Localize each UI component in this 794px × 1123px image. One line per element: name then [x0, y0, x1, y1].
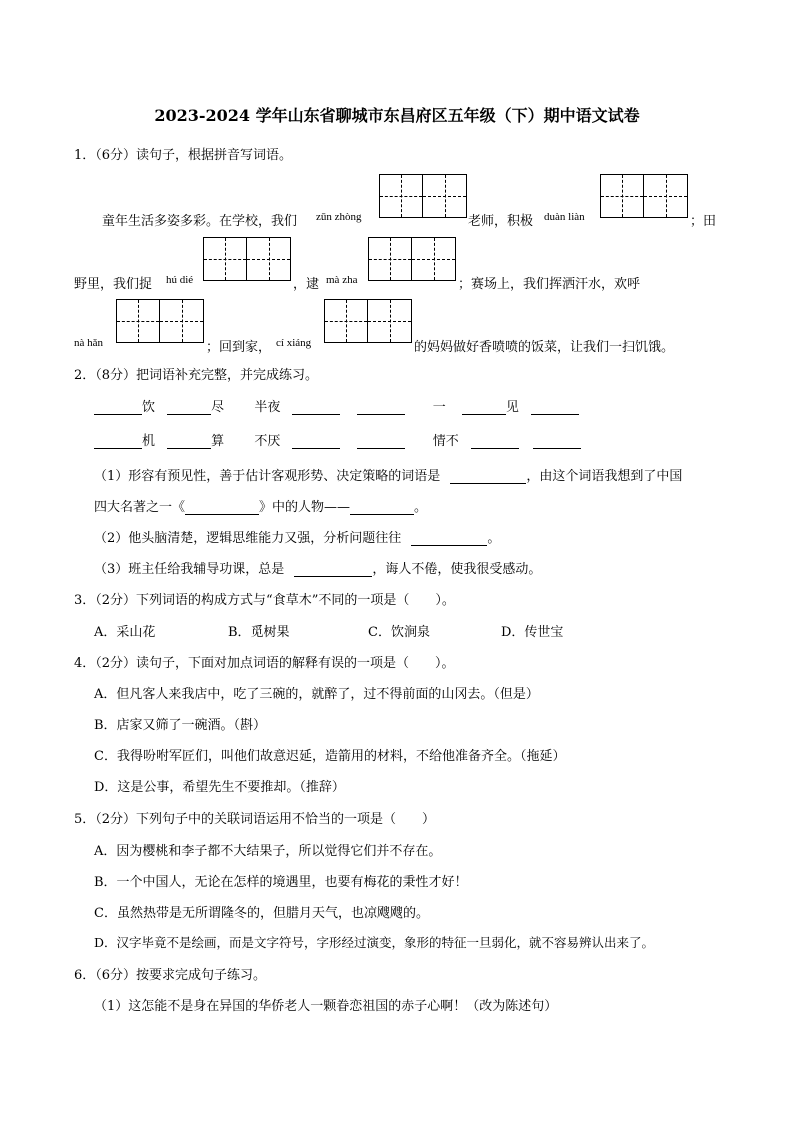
question-6-heading: 6．（6分）按要求完成句子练习。 — [74, 968, 267, 983]
blank[interactable] — [462, 400, 506, 415]
tianzige-cell[interactable] — [117, 300, 160, 342]
q6-sub1: （1）这怎能不是身在异国的华侨老人一颗眷恋祖国的赤子心啊！（改为陈述句） — [94, 999, 558, 1014]
q2-sub3-text: （3）班主任给我辅导功课，总是 — [94, 562, 285, 577]
tianzige-cell[interactable] — [412, 238, 455, 280]
pinyin-mazha: mà zha — [326, 274, 358, 286]
word-char: 尽 — [211, 400, 225, 415]
blank[interactable] — [185, 500, 259, 515]
tianzige-box-3[interactable] — [203, 237, 291, 281]
blank[interactable] — [533, 434, 581, 449]
blank[interactable] — [357, 400, 405, 415]
q2-sub1-line1 — [94, 465, 682, 484]
tianzige-cell[interactable] — [380, 175, 423, 217]
q2-sub1-text: （1）形容有预见性，善于估计客观形势、决定策略的词语是 — [94, 469, 441, 484]
question-1-heading: 1．（6分）读句子，根据拼音写词语。 — [74, 148, 293, 163]
q2-row1 — [94, 396, 579, 415]
q5-option-d[interactable]: D．汉字毕竟不是绘画，而是文字符号，字形经过演变，象形的特征一旦弱化，就不容易辨认出来了。 — [94, 935, 655, 950]
blank[interactable] — [450, 469, 526, 484]
grid-guide-vertical — [666, 175, 667, 217]
q1-line1-mid: 老师，积极 — [468, 214, 534, 229]
q1-line2-text: 野里，我们捉 — [74, 277, 153, 292]
blank[interactable] — [294, 562, 372, 577]
grid-guide-vertical — [182, 300, 183, 342]
grid-guide-vertical — [622, 175, 623, 217]
blank[interactable] — [471, 434, 519, 449]
q2-sub1-text-c: 四大名著之一《 — [94, 500, 186, 515]
blank[interactable] — [167, 400, 211, 415]
blank[interactable] — [411, 531, 487, 546]
tianzige-cell[interactable] — [160, 300, 203, 342]
word-char: 见 — [505, 400, 519, 415]
grid-guide-vertical — [346, 300, 347, 342]
tianzige-cell[interactable] — [247, 238, 290, 280]
blank[interactable] — [292, 434, 340, 449]
q1-line3-end: 的妈妈做好香喷喷的饭菜，让我们一扫饥饿。 — [414, 340, 675, 355]
q4-option-d[interactable]: D．这是公事，希望先生不要推却。（推辞） — [94, 780, 345, 795]
blank[interactable] — [167, 434, 211, 449]
question-3-heading: 3．（2分）下列词语的构成方式与“食草木”不同的一项是（ ）。 — [74, 593, 455, 608]
pinyin-zunzhong: zūn zhòng — [316, 211, 362, 223]
q3-option-b[interactable]: B．觅树果 — [228, 625, 290, 640]
q4-option-a[interactable]: A．但凡客人来我店中，吃了三碗的，就醉了，过不得前面的山冈去。（但是） — [94, 687, 539, 702]
q3-option-d[interactable]: D．传世宝 — [501, 625, 564, 640]
word-char: 情不 — [432, 434, 459, 449]
blank[interactable] — [292, 400, 340, 415]
blank[interactable] — [350, 500, 414, 515]
q2-sub1-line2 — [94, 496, 427, 515]
tianzige-cell[interactable] — [644, 175, 687, 217]
q1-line2-end: ；赛场上，我们挥洒汗水，欢呼 — [458, 277, 641, 292]
q5-option-b[interactable]: B．一个中国人，无论在怎样的境遇里，也要有梅花的秉性才好！ — [94, 875, 468, 890]
tianzige-box-1[interactable] — [379, 174, 467, 218]
q2-sub1-text-d: 》中的人物—— — [259, 500, 351, 515]
q4-option-b[interactable]: B．店家又筛了一碗酒。（斟） — [94, 718, 267, 733]
q2-row2 — [94, 430, 581, 449]
q2-sub1-text-b: ，由这个词语我想到了中国 — [526, 469, 683, 484]
pinyin-hudie: hú dié — [166, 274, 194, 286]
grid-guide-vertical — [390, 300, 391, 342]
q1-line2-mid: ，逮 — [293, 277, 320, 292]
tianzige-box-6[interactable] — [324, 299, 412, 343]
word-char: 饮 — [142, 400, 156, 415]
q2-sub1-text-e: 。 — [414, 500, 428, 515]
tianzige-cell[interactable] — [369, 238, 412, 280]
grid-guide-vertical — [434, 238, 435, 280]
word-char: 半夜 — [254, 400, 281, 415]
q2-sub2 — [94, 527, 500, 546]
exam-title: 2023-2024 学年山东省聊城市东昌府区五年级（下）期中语文试卷 — [154, 106, 640, 125]
q1-line1-text: 童年生活多姿多彩。在学校，我们 — [102, 214, 298, 229]
question-4-heading: 4．（2分）读句子，下面对加点词语的解释有误的一项是（ ）。 — [74, 656, 455, 671]
q2-sub2-text: （2）他头脑清楚，逻辑思维能力又强，分析问题往往 — [94, 531, 402, 546]
q5-option-c[interactable]: C．虽然热带是无所谓隆冬的，但腊月天气，也凉飕飕的。 — [94, 906, 429, 921]
q2-sub3 — [94, 558, 541, 577]
q1-line3-mid: ；回到家， — [206, 340, 272, 355]
grid-guide-vertical — [225, 238, 226, 280]
tianzige-cell[interactable] — [204, 238, 247, 280]
question-2-heading: 2．（8分）把词语补充完整，并完成练习。 — [74, 368, 319, 383]
tianzige-box-2[interactable] — [600, 174, 688, 218]
pinyin-cixiang: cí xiáng — [276, 337, 312, 349]
tianzige-cell[interactable] — [601, 175, 644, 217]
word-char: 机 — [142, 434, 156, 449]
blank[interactable] — [357, 434, 405, 449]
tianzige-box-4[interactable] — [368, 237, 456, 281]
q4-option-c[interactable]: C．我得吩咐军匠们，叫他们故意迟延，造箭用的材料，不给他准备齐全。（拖延） — [94, 749, 566, 764]
grid-guide-vertical — [401, 175, 402, 217]
tianzige-cell[interactable] — [368, 300, 411, 342]
pinyin-nahan: nà hǎn — [74, 337, 104, 349]
word-char: 不厌 — [254, 434, 281, 449]
grid-guide-vertical — [445, 175, 446, 217]
q3-option-c[interactable]: C．饮涧泉 — [368, 625, 430, 640]
tianzige-box-5[interactable] — [116, 299, 204, 343]
word-char: 算 — [211, 434, 225, 449]
tianzige-cell[interactable] — [325, 300, 368, 342]
q3-option-a[interactable]: A．采山花 — [94, 625, 156, 640]
q1-line1-end: ；田 — [690, 214, 717, 229]
grid-guide-vertical — [390, 238, 391, 280]
word-char: 一 — [432, 400, 446, 415]
pinyin-duanlian: duàn liàn — [544, 211, 585, 223]
blank[interactable] — [94, 434, 142, 449]
grid-guide-vertical — [269, 238, 270, 280]
q2-sub3-text-b: ，诲人不倦，使我很受感动。 — [372, 562, 542, 577]
question-5-heading: 5．（2分）下列句子中的关联词语运用不恰当的一项是（ ） — [74, 812, 436, 827]
tianzige-cell[interactable] — [423, 175, 466, 217]
blank[interactable] — [531, 400, 579, 415]
blank[interactable] — [94, 400, 142, 415]
q5-option-a[interactable]: A．因为樱桃和李子都不大结果子，所以觉得它们并不存在。 — [94, 844, 442, 859]
grid-guide-vertical — [138, 300, 139, 342]
q2-sub2-text-b: 。 — [487, 531, 501, 546]
